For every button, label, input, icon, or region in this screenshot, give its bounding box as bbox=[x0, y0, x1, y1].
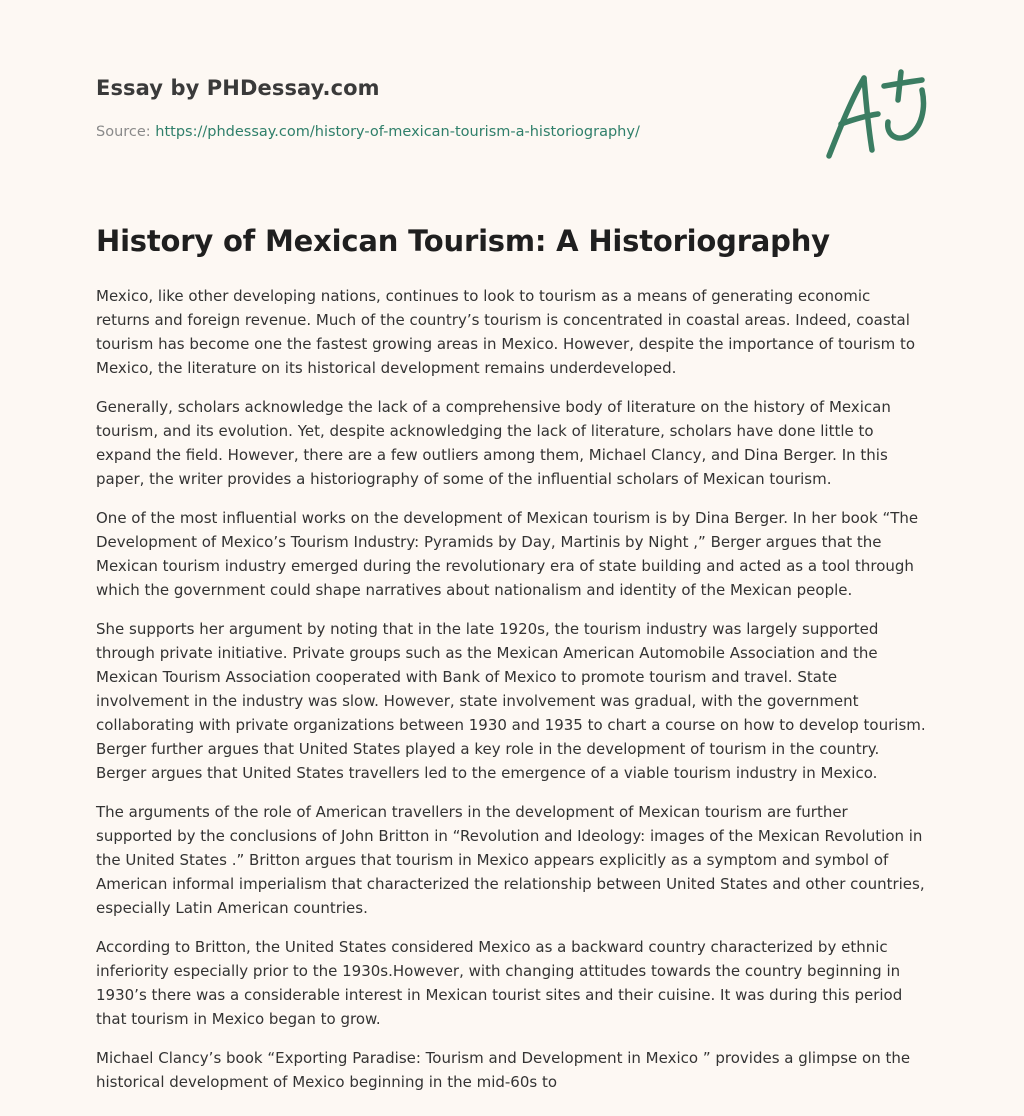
paragraph: Michael Clancy’s book “Exporting Paradise: Tourism and Development in Mexico ” provides a glimpse on the historical development of Mexico beginning in the mid-60s to bbox=[96, 1049, 911, 1091]
source-label: Source: bbox=[96, 124, 156, 140]
paragraph: One of the most influential works on the development of Mexican tourism is by Dina Berger. In her book “The Development of Mexico’s Tourism Industry: Pyramids by Day, Martinis by Night ,” Berger argues that the Mexican tourism industry emerged during the revolutionary era of state building and acted as a tool through which the government could shape narratives about nationalism and identity of the Mexican people. bbox=[96, 509, 919, 599]
a-plus-logo bbox=[826, 68, 928, 164]
essay-body bbox=[96, 284, 928, 1109]
paragraph: The arguments of the role of American travellers in the development of Mexican tourism are further supported by the conclusions of John Britton in “Revolution and Ideology: images of the Mexican Revolution in the United States .” Britton argues that tourism in Mexico appears explicitly as a symptom and symbol of American informal imperialism that characterized the relationship between United States and other countries, especially Latin American countries. bbox=[96, 803, 925, 917]
site-brand: Essay by PHDessay.com bbox=[96, 76, 380, 100]
source-link[interactable]: https://phdessay.com/history-of-mexican-tourism-a-historiography/ bbox=[155, 124, 640, 140]
source-line bbox=[96, 124, 640, 140]
essay-title: History of Mexican Tourism: A Historiography bbox=[96, 224, 830, 258]
paragraph: Mexico, like other developing nations, continues to look to tourism as a means of generating economic returns and foreign revenue. Much of the country’s tourism is concentrated in coastal areas. Indeed, coastal tourism has become one the fastest growing areas in Mexico. However, despite the importance of tourism to Mexico, the literature on its historical development remains underdeveloped. bbox=[96, 287, 916, 377]
paragraph: According to Britton, the United States considered Mexico as a backward country characterized by ethnic inferiority especially prior to the 1930s.However, with changing attitudes towards the country beginning in 1930’s there was a considerable interest in Mexican tourist sites and their cuisine. It was during this period that tourism in Mexico began to grow. bbox=[96, 938, 903, 1028]
a-plus-logo-icon bbox=[826, 68, 928, 164]
paragraph: Generally, scholars acknowledge the lack of a comprehensive body of literature on the history of Mexican tourism, and its evolution. Yet, despite acknowledging the lack of literature, scholars have done little to expand the field. However, there are a few outliers among them, Michael Clancy, and Dina Berger. In this paper, the writer provides a historiography of some of the influential scholars of Mexican tourism. bbox=[96, 398, 891, 488]
paragraph: She supports her argument by noting that in the late 1920s, the tourism industry was largely supported through private initiative. Private groups such as the Mexican American Automobile Association and the Mexican Tourism Association cooperated with Bank of Mexico to promote tourism and travel. State involvement in the industry was slow. However, state involvement was gradual, with the government collaborating with private organizations between 1930 and 1935 to chart a course on how to develop tourism. Berger further argues that United States played a key role in the development of tourism in the country. Berger argues that United States travellers led to the emergence of a viable tourism industry in Mexico. bbox=[96, 620, 926, 782]
